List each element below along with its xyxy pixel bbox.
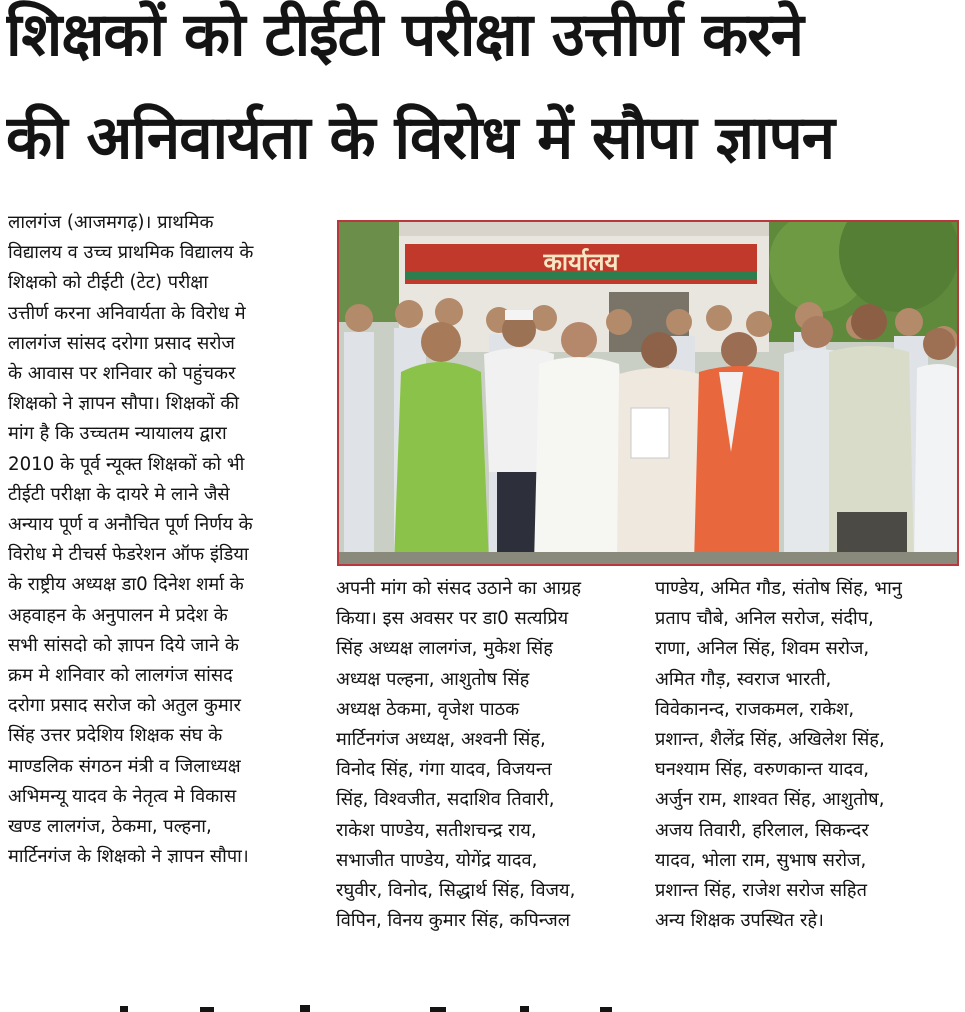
article-line: अमित गौड़, स्वराज भारती, <box>655 668 832 690</box>
article-line: सिंह उत्तर प्रदेशिय शिक्षक संघ के <box>8 725 223 747</box>
article-line: घनश्याम सिंह, वरुणकान्त यादव, <box>655 759 870 781</box>
article-line: अध्यक्ष ठेकमा, वृजेश पाठक <box>336 698 520 720</box>
article-line: के राष्ट्रीय अध्यक्ष डा0 दिनेश शर्मा के <box>8 574 244 596</box>
article-line: राकेश पाण्डेय, सतीशचन्द्र राय, <box>336 819 537 841</box>
article-line: लालगंज सांसद दरोगा प्रसाद सरोज <box>8 332 235 354</box>
article-line: विवेकानन्द, राजकमल, राकेश, <box>655 698 855 720</box>
article-line: के आवास पर शनिवार को पहुंचकर <box>8 363 236 385</box>
news-photo <box>337 220 959 566</box>
article-line: अहवाहन के अनुपालन मे प्रदेश के <box>8 604 228 626</box>
news-photo-graphic <box>339 222 957 564</box>
article-line: क्रम मे शनिवार को लालगंज सांसद <box>8 665 233 687</box>
article-line: उत्तीर्ण करना अनिवार्यता के विरोध मे <box>8 302 246 324</box>
article-line: प्रशान्त सिंह, राजेश सरोज सहित <box>655 880 867 902</box>
article-line: मांग है कि उच्चतम न्यायालय द्वारा <box>8 423 227 445</box>
article-line: खण्ड लालगंज, ठेकमा, पल्हना, <box>8 816 212 838</box>
cropped-next-headline <box>0 1004 965 1012</box>
article-line: प्रताप चौबे, अनिल सरोज, संदीप, <box>655 608 874 630</box>
article-line: सिंह अध्यक्ष लालगंज, मुकेश सिंह <box>336 638 553 660</box>
article-line: सिंह, विश्वजीत, सदाशिव तिवारी, <box>336 789 555 811</box>
article-line: विद्यालय व उच्च प्राथमिक विद्यालय के <box>8 242 254 264</box>
banner-text: कार्यालय <box>543 248 619 276</box>
article-line: विरोध मे टीचर्स फेडरेशन ऑफ इंडिया <box>8 544 249 566</box>
article-line: अन्य शिक्षक उपस्थित रहे। <box>655 910 824 932</box>
article-line: लालगंज (आजमगढ़)। प्राथमिक <box>8 212 214 233</box>
article-line: अपनी मांग को संसद उठाने का आग्रह <box>336 578 581 599</box>
article-line: अन्याय पूर्ण व अनौचित पूर्ण निर्णय के <box>8 514 253 536</box>
article-line: दरोगा प्रसाद सरोज को अतुल कुमार <box>8 695 241 717</box>
article-line: अर्जुन राम, शाश्वत सिंह, आशुतोष, <box>655 789 885 811</box>
article-line: अभिमन्यू यादव के नेतृत्व मे विकास <box>8 785 237 807</box>
article-line: शिक्षको को टीईटी (टेट) परीक्षा <box>8 272 209 294</box>
article-line: सभाजीत पाण्डेय, योगेंद्र यादव, <box>336 849 538 871</box>
article-line: किया। इस अवसर पर डा0 सत्यप्रिय <box>336 608 569 630</box>
article-line: यादव, भोला राम, सुभाष सरोज, <box>655 849 867 871</box>
article-line: विपिन, विनय कुमार सिंह, कपिन्जल <box>336 910 571 932</box>
article-line: विनोद सिंह, गंगा यादव, विजयन्त <box>336 759 552 781</box>
headline-line-2: की अनिवार्यता के विरोध में सौपा ज्ञापन <box>6 103 835 173</box>
article-column-3 <box>655 574 961 936</box>
article-line: राणा, अनिल सिंह, शिवम सरोज, <box>655 638 870 660</box>
article-column-1 <box>8 208 326 872</box>
article-line: प्रशान्त, शैलेंद्र सिंह, अखिलेश सिंह, <box>655 729 885 751</box>
article-line: मार्टिनगंज के शिक्षको ने ज्ञापन सौपा। <box>8 846 249 868</box>
article-line: सभी सांसदो को ज्ञापन दिये जाने के <box>8 634 239 656</box>
article-line: 2010 के पूर्व न्यूक्त शिक्षकों को भी <box>8 453 245 475</box>
article-line: अध्यक्ष पल्हना, आशुतोष सिंह <box>336 668 530 690</box>
headline-line-1: शिक्षकों को टीईटी परीक्षा उत्तीर्ण करने <box>6 0 803 70</box>
article-line: रघुवीर, विनोद, सिद्धार्थ सिंह, विजय, <box>336 880 576 902</box>
article-line: अजय तिवारी, हरिलाल, सिकन्दर <box>655 819 869 841</box>
article-line: पाण्डेय, अमित गौड, संतोष सिंह, भानु <box>655 578 902 599</box>
article-line: मार्टिनगंज अध्यक्ष, अश्वनी सिंह, <box>336 729 546 751</box>
article-column-2 <box>336 574 646 936</box>
article-line: माण्डलिक संगठन मंत्री व जिलाध्यक्ष <box>8 755 241 777</box>
article-line: टीईटी परीक्षा के दायरे मे लाने जैसे <box>8 483 230 505</box>
article-line: शिक्षको ने ज्ञापन सौपा। शिक्षकों की <box>8 393 240 415</box>
